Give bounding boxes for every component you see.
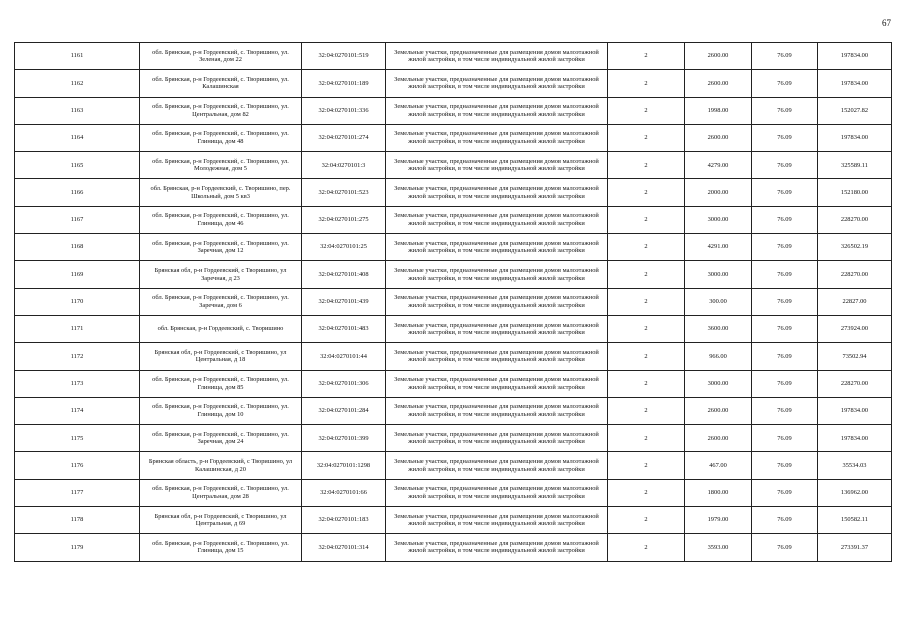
rate-cell: 76.09 bbox=[752, 124, 818, 151]
cadastral-value-cell: 197834.00 bbox=[818, 43, 892, 70]
rate-cell: 76.09 bbox=[752, 70, 818, 97]
cadastral-number-cell: 32:04:0270101:66 bbox=[302, 479, 386, 506]
row-number-cell: 1169 bbox=[15, 261, 140, 288]
area-cell: 1998.00 bbox=[685, 97, 752, 124]
category-cell: 2 bbox=[608, 507, 685, 534]
address-cell: обл. Брянская, р-н Гордеевский, с. Творишино bbox=[140, 315, 302, 342]
cadastral-number-cell: 32:04:0270101:408 bbox=[302, 261, 386, 288]
permitted-use-cell: Земельные участки, предназначенные для размещения домов малоэтажной жилой застройки, в том числе индивидуальной жилой застройки bbox=[386, 179, 608, 206]
cadastral-value-cell: 150582.11 bbox=[818, 507, 892, 534]
row-number-cell: 1162 bbox=[15, 70, 140, 97]
rate-cell: 76.09 bbox=[752, 397, 818, 424]
rate-cell: 76.09 bbox=[752, 179, 818, 206]
category-cell: 2 bbox=[608, 43, 685, 70]
table-row bbox=[15, 452, 892, 479]
row-number-cell: 1177 bbox=[15, 479, 140, 506]
rate-cell: 76.09 bbox=[752, 425, 818, 452]
table-row bbox=[15, 397, 892, 424]
row-number-cell: 1163 bbox=[15, 97, 140, 124]
cadastral-value-cell: 326502.19 bbox=[818, 234, 892, 261]
area-cell: 1979.00 bbox=[685, 507, 752, 534]
rate-cell: 76.09 bbox=[752, 97, 818, 124]
row-number-cell: 1173 bbox=[15, 370, 140, 397]
area-cell: 467.00 bbox=[685, 452, 752, 479]
rate-cell: 76.09 bbox=[752, 206, 818, 233]
cadastral-number-cell: 32:04:0270101:523 bbox=[302, 179, 386, 206]
table-row bbox=[15, 152, 892, 179]
category-cell: 2 bbox=[608, 479, 685, 506]
table-row bbox=[15, 315, 892, 342]
cadastral-value-cell: 152180.00 bbox=[818, 179, 892, 206]
table-row bbox=[15, 370, 892, 397]
area-cell: 3600.00 bbox=[685, 315, 752, 342]
category-cell: 2 bbox=[608, 124, 685, 151]
cadastral-number-cell: 32:04:0270101:439 bbox=[302, 288, 386, 315]
table-row bbox=[15, 206, 892, 233]
address-cell: обл. Брянская, р-н Гордеевский, с. Творишино, ул. Глинища, дом 48 bbox=[140, 124, 302, 151]
permitted-use-cell: Земельные участки, предназначенные для размещения домов малоэтажной жилой застройки, в том числе индивидуальной жилой застройки bbox=[386, 206, 608, 233]
area-cell: 2600.00 bbox=[685, 124, 752, 151]
category-cell: 2 bbox=[608, 261, 685, 288]
table-row bbox=[15, 534, 892, 561]
area-cell: 300.00 bbox=[685, 288, 752, 315]
category-cell: 2 bbox=[608, 152, 685, 179]
cadastral-number-cell: 32:04:0270101:314 bbox=[302, 534, 386, 561]
permitted-use-cell: Земельные участки, предназначенные для размещения домов малоэтажной жилой застройки, в том числе индивидуальной жилой застройки bbox=[386, 234, 608, 261]
row-number-cell: 1175 bbox=[15, 425, 140, 452]
row-number-cell: 1161 bbox=[15, 43, 140, 70]
row-number-cell: 1178 bbox=[15, 507, 140, 534]
category-cell: 2 bbox=[608, 70, 685, 97]
cadastral-value-cell: 228270.00 bbox=[818, 206, 892, 233]
rate-cell: 76.09 bbox=[752, 452, 818, 479]
cadastral-value-cell: 325589.11 bbox=[818, 152, 892, 179]
table-row bbox=[15, 479, 892, 506]
category-cell: 2 bbox=[608, 97, 685, 124]
area-cell: 4279.00 bbox=[685, 152, 752, 179]
rate-cell: 76.09 bbox=[752, 343, 818, 370]
permitted-use-cell: Земельные участки, предназначенные для размещения домов малоэтажной жилой застройки, в том числе индивидуальной жилой застройки bbox=[386, 97, 608, 124]
rate-cell: 76.09 bbox=[752, 370, 818, 397]
cadastral-value-cell: 197834.00 bbox=[818, 425, 892, 452]
address-cell: обл. Брянская, р-н Гордеевский, с. Творишино, пер. Школьный, дом 5 кв3 bbox=[140, 179, 302, 206]
page-number: 67 bbox=[882, 18, 891, 28]
address-cell: обл. Брянская, р-н Гордеевский, с. Творишино, ул. Центральная, дом 82 bbox=[140, 97, 302, 124]
cadastral-value-cell: 228270.00 bbox=[818, 261, 892, 288]
permitted-use-cell: Земельные участки, предназначенные для размещения домов малоэтажной жилой застройки, в том числе индивидуальной жилой застройки bbox=[386, 124, 608, 151]
cadastral-number-cell: 32:04:0270101:1298 bbox=[302, 452, 386, 479]
rate-cell: 76.09 bbox=[752, 43, 818, 70]
cadastral-number-cell: 32:04:0270101:44 bbox=[302, 343, 386, 370]
rate-cell: 76.09 bbox=[752, 315, 818, 342]
permitted-use-cell: Земельные участки, предназначенные для размещения домов малоэтажной жилой застройки, в том числе индивидуальной жилой застройки bbox=[386, 370, 608, 397]
address-cell: обл. Брянская, р-н Гордеевский, с. Творишино, ул. Глинища, дом 85 bbox=[140, 370, 302, 397]
address-cell: обл. Брянская, р-н Гордеевский, с. Творишино, ул. Зеленая, дом 22 bbox=[140, 43, 302, 70]
permitted-use-cell: Земельные участки, предназначенные для размещения домов малоэтажной жилой застройки, в том числе индивидуальной жилой застройки bbox=[386, 534, 608, 561]
permitted-use-cell: Земельные участки, предназначенные для размещения домов малоэтажной жилой застройки, в том числе индивидуальной жилой застройки bbox=[386, 452, 608, 479]
cadastral-number-cell: 32:04:0270101:274 bbox=[302, 124, 386, 151]
address-cell: обл. Брянская, р-н Гордеевский, с. Творишино, ул. Заречная, дом 6 bbox=[140, 288, 302, 315]
permitted-use-cell: Земельные участки, предназначенные для размещения домов малоэтажной жилой застройки, в том числе индивидуальной жилой застройки bbox=[386, 397, 608, 424]
category-cell: 2 bbox=[608, 315, 685, 342]
rate-cell: 76.09 bbox=[752, 507, 818, 534]
permitted-use-cell: Земельные участки, предназначенные для размещения домов малоэтажной жилой застройки, в том числе индивидуальной жилой застройки bbox=[386, 70, 608, 97]
permitted-use-cell: Земельные участки, предназначенные для размещения домов малоэтажной жилой застройки, в том числе индивидуальной жилой застройки bbox=[386, 261, 608, 288]
category-cell: 2 bbox=[608, 452, 685, 479]
row-number-cell: 1170 bbox=[15, 288, 140, 315]
area-cell: 2000.00 bbox=[685, 179, 752, 206]
table-row bbox=[15, 507, 892, 534]
cadastral-value-cell: 22827.00 bbox=[818, 288, 892, 315]
cadastral-number-cell: 32:04:0270101:483 bbox=[302, 315, 386, 342]
cadastral-number-cell: 32:04:0270101:25 bbox=[302, 234, 386, 261]
rate-cell: 76.09 bbox=[752, 288, 818, 315]
row-number-cell: 1176 bbox=[15, 452, 140, 479]
cadastral-value-cell: 152027.82 bbox=[818, 97, 892, 124]
permitted-use-cell: Земельные участки, предназначенные для размещения домов малоэтажной жилой застройки, в том числе индивидуальной жилой застройки bbox=[386, 479, 608, 506]
address-cell: Брянская обл, р-н Гордеевский, с Творишино, ул Центральная, д 18 bbox=[140, 343, 302, 370]
cadastral-value-cell: 73502.94 bbox=[818, 343, 892, 370]
cadastral-value-cell: 273924.00 bbox=[818, 315, 892, 342]
area-cell: 2600.00 bbox=[685, 43, 752, 70]
cadastral-value-cell: 197834.00 bbox=[818, 397, 892, 424]
rate-cell: 76.09 bbox=[752, 234, 818, 261]
table-row bbox=[15, 97, 892, 124]
permitted-use-cell: Земельные участки, предназначенные для размещения домов малоэтажной жилой застройки, в том числе индивидуальной жилой застройки bbox=[386, 315, 608, 342]
address-cell: обл. Брянская, р-н Гордеевский, с. Творишино, ул. Калашинская bbox=[140, 70, 302, 97]
cadastral-value-cell: 35534.03 bbox=[818, 452, 892, 479]
area-cell: 966.00 bbox=[685, 343, 752, 370]
category-cell: 2 bbox=[608, 397, 685, 424]
area-cell: 3000.00 bbox=[685, 370, 752, 397]
cadastral-number-cell: 32:04:0270101:519 bbox=[302, 43, 386, 70]
rate-cell: 76.09 bbox=[752, 152, 818, 179]
category-cell: 2 bbox=[608, 288, 685, 315]
table-body bbox=[15, 43, 892, 562]
table-row bbox=[15, 43, 892, 70]
permitted-use-cell: Земельные участки, предназначенные для размещения домов малоэтажной жилой застройки, в том числе индивидуальной жилой застройки bbox=[386, 507, 608, 534]
cadastral-number-cell: 32:04:0270101:183 bbox=[302, 507, 386, 534]
area-cell: 3000.00 bbox=[685, 261, 752, 288]
row-number-cell: 1167 bbox=[15, 206, 140, 233]
cadastral-value-cell: 136962.00 bbox=[818, 479, 892, 506]
area-cell: 4291.00 bbox=[685, 234, 752, 261]
address-cell: обл. Брянская, р-н Гордеевский, с. Творишино, ул. Глинища, дом 46 bbox=[140, 206, 302, 233]
area-cell: 2600.00 bbox=[685, 397, 752, 424]
table-row bbox=[15, 124, 892, 151]
address-cell: обл. Брянская, р-н Гордеевский, с. Творишино, ул. Заречная, дом 24 bbox=[140, 425, 302, 452]
rate-cell: 76.09 bbox=[752, 534, 818, 561]
address-cell: обл. Брянская, р-н Гордеевский, с. Творишино, ул. Глинища, дом 15 bbox=[140, 534, 302, 561]
row-number-cell: 1179 bbox=[15, 534, 140, 561]
rate-cell: 76.09 bbox=[752, 261, 818, 288]
table-row bbox=[15, 425, 892, 452]
land-plots-table bbox=[14, 42, 892, 562]
permitted-use-cell: Земельные участки, предназначенные для размещения домов малоэтажной жилой застройки, в том числе индивидуальной жилой застройки bbox=[386, 43, 608, 70]
category-cell: 2 bbox=[608, 425, 685, 452]
cadastral-value-cell: 273391.37 bbox=[818, 534, 892, 561]
row-number-cell: 1166 bbox=[15, 179, 140, 206]
category-cell: 2 bbox=[608, 534, 685, 561]
address-cell: обл. Брянская, р-н Гордеевский, с. Творишино, ул. Глинища, дом 10 bbox=[140, 397, 302, 424]
permitted-use-cell: Земельные участки, предназначенные для размещения домов малоэтажной жилой застройки, в том числе индивидуальной жилой застройки bbox=[386, 425, 608, 452]
permitted-use-cell: Земельные участки, предназначенные для размещения домов малоэтажной жилой застройки, в том числе индивидуальной жилой застройки bbox=[386, 152, 608, 179]
category-cell: 2 bbox=[608, 370, 685, 397]
row-number-cell: 1168 bbox=[15, 234, 140, 261]
table-row bbox=[15, 288, 892, 315]
cadastral-value-cell: 197834.00 bbox=[818, 124, 892, 151]
area-cell: 3593.00 bbox=[685, 534, 752, 561]
permitted-use-cell: Земельные участки, предназначенные для размещения домов малоэтажной жилой застройки, в том числе индивидуальной жилой застройки bbox=[386, 343, 608, 370]
cadastral-number-cell: 32:04:0270101:275 bbox=[302, 206, 386, 233]
row-number-cell: 1164 bbox=[15, 124, 140, 151]
address-cell: Брянская обл, р-н Гордеевский, с Творишино, ул Центральная, д 69 bbox=[140, 507, 302, 534]
category-cell: 2 bbox=[608, 234, 685, 261]
address-cell: обл. Брянская, р-н Гордеевский, с. Творишино, ул. Заречная, дом 12 bbox=[140, 234, 302, 261]
address-cell: Брянская обл, р-н Гордеевский, с Творишино, ул Заречная, д 23 bbox=[140, 261, 302, 288]
table-row bbox=[15, 179, 892, 206]
area-cell: 3000.00 bbox=[685, 206, 752, 233]
row-number-cell: 1165 bbox=[15, 152, 140, 179]
permitted-use-cell: Земельные участки, предназначенные для размещения домов малоэтажной жилой застройки, в том числе индивидуальной жилой застройки bbox=[386, 288, 608, 315]
row-number-cell: 1172 bbox=[15, 343, 140, 370]
cadastral-number-cell: 32:04:0270101:306 bbox=[302, 370, 386, 397]
area-cell: 2600.00 bbox=[685, 425, 752, 452]
address-cell: Брянская область, р-н Гордеевский, с Творишино, ул Калашинская, д 20 bbox=[140, 452, 302, 479]
address-cell: обл. Брянская, р-н Гордеевский, с. Творишино, ул. Молодежная, дом 5 bbox=[140, 152, 302, 179]
cadastral-value-cell: 197834.00 bbox=[818, 70, 892, 97]
cadastral-number-cell: 32:04:0270101:399 bbox=[302, 425, 386, 452]
cadastral-number-cell: 32:04:0270101:284 bbox=[302, 397, 386, 424]
address-cell: обл. Брянская, р-н Гордеевский, с. Творишино, ул. Центральная, дом 28 bbox=[140, 479, 302, 506]
area-cell: 2600.00 bbox=[685, 70, 752, 97]
area-cell: 1800.00 bbox=[685, 479, 752, 506]
category-cell: 2 bbox=[608, 343, 685, 370]
rate-cell: 76.09 bbox=[752, 479, 818, 506]
category-cell: 2 bbox=[608, 179, 685, 206]
row-number-cell: 1171 bbox=[15, 315, 140, 342]
cadastral-number-cell: 32:04:0270101:189 bbox=[302, 70, 386, 97]
cadastral-number-cell: 32:04:0270101:336 bbox=[302, 97, 386, 124]
category-cell: 2 bbox=[608, 206, 685, 233]
cadastral-value-cell: 228270.00 bbox=[818, 370, 892, 397]
table-row bbox=[15, 343, 892, 370]
table-row bbox=[15, 261, 892, 288]
table-row bbox=[15, 70, 892, 97]
row-number-cell: 1174 bbox=[15, 397, 140, 424]
cadastral-number-cell: 32:04:0270101:3 bbox=[302, 152, 386, 179]
table-row bbox=[15, 234, 892, 261]
